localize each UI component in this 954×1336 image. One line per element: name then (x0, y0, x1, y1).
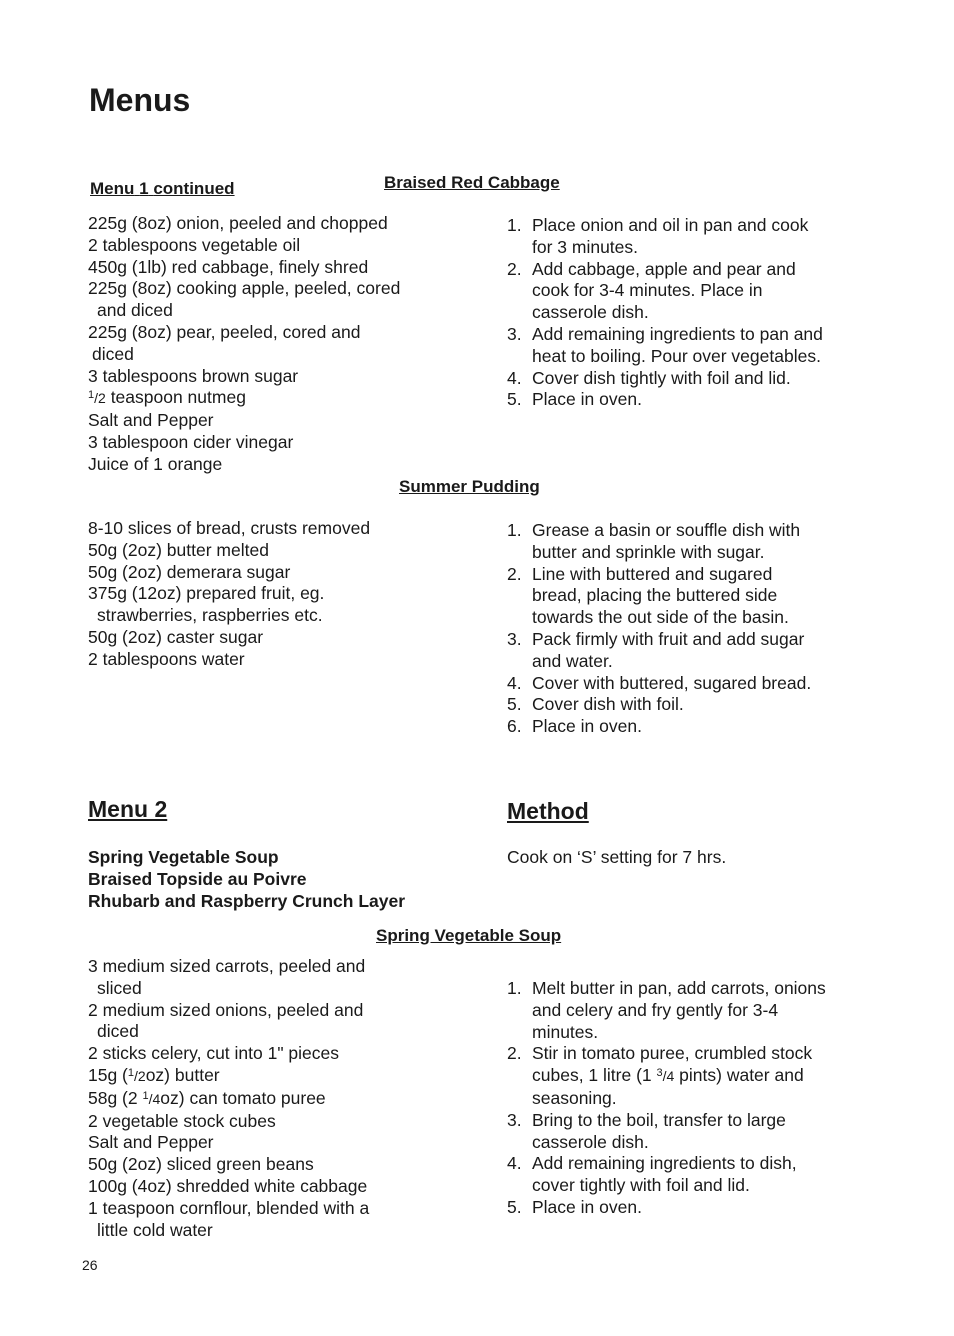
ingredient-line: 450g (1lb) red cabbage, finely shred (88, 256, 369, 277)
step-line: Place in oven. (532, 389, 642, 410)
ingredient-text: 58g (2 (88, 1087, 143, 1108)
step-number: 4. (507, 1153, 522, 1174)
ingredient-line: 50g (2oz) caster sugar (88, 626, 264, 647)
menu2-heading: Menu 2 (88, 796, 168, 822)
ingredient-line: 225g (8oz) pear, peeled, cored and (88, 321, 361, 342)
method-text: Cook on ‘S’ setting for 7 hrs. (507, 847, 727, 867)
ingredient-line: 225g (8oz) onion, peeled and chopped (88, 213, 388, 233)
ingredient-line: little cold water (97, 1219, 213, 1240)
step-line: butter and sprinkle with sugar. (532, 541, 765, 562)
summer-pudding-heading: Summer Pudding (399, 477, 540, 496)
fraction-numerator: 3 (656, 1067, 663, 1080)
step-item (507, 716, 857, 738)
step-number: 1. (507, 978, 522, 998)
step-line: and celery and fry gently for 3-4 (532, 999, 779, 1020)
step-number: 4. (507, 672, 522, 693)
step-number: 5. (507, 389, 522, 410)
ingredient-line: 2 tablespoons water (88, 648, 245, 669)
step-number: 3. (507, 628, 522, 649)
summer-steps-list (507, 520, 857, 738)
step-item (507, 1197, 857, 1219)
step-line: Add remaining ingredients to dish, (532, 1153, 797, 1174)
step-line: Bring to the boil, transfer to large (532, 1109, 786, 1130)
menu2-dishes-list (88, 847, 405, 912)
step-number: 3. (507, 1109, 522, 1130)
step-line: casserole dish. (532, 1131, 649, 1152)
spring-ingredients-list (88, 956, 428, 1241)
ingredient-line (88, 387, 428, 410)
step-line: Add remaining ingredients to pan and (532, 323, 823, 344)
ingredient-line: 225g (8oz) cooking apple, peeled, cored (88, 278, 401, 299)
dish-line: Rhubarb and Raspberry Crunch Layer (88, 890, 406, 911)
ingredient-line: 3 tablespoons brown sugar (88, 365, 299, 386)
ingredient-line: 3 tablespoon cider vinegar (88, 431, 294, 452)
fraction-denominator: /2 (134, 1067, 146, 1084)
braised-ingredients-list (88, 213, 428, 476)
step-number: 2. (507, 258, 522, 279)
step-line: bread, placing the buttered side (532, 585, 778, 606)
step-line: Place onion and oil in pan and cook (532, 215, 809, 235)
step-number: 5. (507, 1196, 522, 1217)
spring-vegetable-soup-heading: Spring Vegetable Soup (376, 926, 562, 945)
step-item (507, 1043, 857, 1109)
step-line: Cover dish tightly with foil and lid. (532, 367, 791, 388)
step-line: seasoning. (532, 1087, 617, 1108)
ingredient-line: sliced (97, 977, 142, 998)
ingredient-text: 15g ( (88, 1064, 128, 1085)
method-heading: Method (507, 798, 589, 824)
step-line: casserole dish. (532, 302, 649, 323)
step-line: Cover with buttered, sugared bread. (532, 672, 812, 693)
ingredient-line: 2 sticks celery, cut into 1" pieces (88, 1043, 339, 1064)
step-line: for 3 minutes. (532, 236, 639, 257)
ingredient-text: oz) butter (145, 1064, 220, 1085)
step-item (507, 1110, 857, 1154)
menu1-continued-label: continued (153, 179, 235, 198)
fraction-numerator: 1 (127, 1066, 135, 1079)
page-number: 26 (82, 1257, 98, 1273)
step-line: Stir in tomato puree, crumbled stock (532, 1043, 813, 1064)
ingredient-line: 375g (12oz) prepared fruit, eg. (88, 583, 325, 604)
braised-red-cabbage-heading: Braised Red Cabbage (384, 173, 560, 192)
ingredient-line: 2 vegetable stock cubes (88, 1110, 276, 1131)
fraction-denominator: /4 (662, 1068, 675, 1085)
ingredient-line: 100g (4oz) shredded white cabbage (88, 1175, 368, 1196)
step-line: Melt butter in pan, add carrots, onions (532, 978, 826, 998)
ingredient-line: strawberries, raspberries etc. (97, 605, 323, 626)
step-line: towards the out side of the basin. (532, 607, 789, 628)
step-line: Line with buttered and sugared (532, 563, 773, 584)
step-line: Pack firmly with fruit and add sugar (532, 628, 805, 649)
step-line: Add cabbage, apple and pear and (532, 258, 796, 279)
ingredient-line: diced (97, 1021, 139, 1042)
step-number: 6. (507, 716, 522, 737)
step-item (507, 259, 857, 324)
menu1-continued-heading (90, 179, 235, 199)
menu1-label: Menu (90, 179, 135, 198)
step-item (507, 215, 857, 259)
step-line: cover tightly with foil and lid. (532, 1175, 750, 1196)
step-text: cubes, 1 litre (1 (532, 1065, 657, 1086)
step-number: 1. (507, 520, 522, 540)
step-number: 5. (507, 694, 522, 715)
step-item (507, 389, 857, 411)
fraction-denominator: /2 (94, 390, 106, 407)
ingredient-line: Salt and Pepper (88, 1132, 214, 1153)
ingredient-line: 1 teaspoon cornflour, blended with a (88, 1197, 370, 1218)
step-item (507, 368, 857, 390)
fraction-numerator: 1 (88, 389, 95, 402)
step-item (507, 978, 857, 1043)
step-number: 1. (507, 215, 522, 235)
fraction-denominator: /4 (148, 1090, 161, 1107)
step-line (532, 1065, 857, 1088)
ingredient-line: diced (92, 343, 134, 364)
dish-line: Braised Topside au Poivre (88, 868, 307, 889)
ingredient-line: 3 medium sized carrots, peeled and (88, 956, 366, 976)
ingredient-line: Salt and Pepper (88, 410, 214, 431)
step-item (507, 694, 857, 716)
step-line: Place in oven. (532, 716, 642, 737)
ingredient-line: 8-10 slices of bread, crusts removed (88, 518, 371, 538)
fraction-numerator: 1 (142, 1089, 149, 1102)
step-item (507, 629, 857, 673)
ingredient-line (88, 1065, 428, 1088)
page-title: Menus (89, 82, 191, 118)
braised-steps-list (507, 215, 857, 411)
spring-steps-list (507, 978, 857, 1219)
step-item (507, 673, 857, 695)
step-item (507, 564, 857, 629)
dish-line: Spring Vegetable Soup (88, 847, 279, 867)
ingredient-line: 50g (2oz) butter melted (88, 539, 269, 560)
ingredient-line: and diced (97, 300, 173, 321)
summer-ingredients-list (88, 518, 428, 671)
ingredient-line: 50g (2oz) demerara sugar (88, 561, 291, 582)
step-text: pints) water and (674, 1065, 804, 1086)
step-line: and water. (532, 650, 613, 671)
step-item (507, 1153, 857, 1197)
ingredient-line: 50g (2oz) sliced green beans (88, 1154, 314, 1175)
step-line: cook for 3-4 minutes. Place in (532, 280, 763, 301)
ingredient-text: teaspoon nutmeg (110, 387, 246, 408)
menu1-number: 1 (139, 179, 149, 198)
step-line: heat to boiling. Pour over vegetables. (532, 345, 821, 366)
ingredient-line (88, 1088, 428, 1111)
step-line: Grease a basin or souffle dish with (532, 520, 801, 540)
step-number: 4. (507, 367, 522, 388)
step-line: Cover dish with foil. (532, 694, 684, 715)
step-number: 2. (507, 563, 522, 584)
ingredient-line: Juice of 1 orange (88, 453, 223, 474)
ingredient-line: 2 tablespoons vegetable oil (88, 234, 301, 255)
step-line: minutes. (532, 1021, 599, 1042)
step-line: Place in oven. (532, 1196, 642, 1217)
step-number: 2. (507, 1043, 522, 1064)
ingredient-text: oz) can tomato puree (160, 1087, 326, 1108)
step-number: 3. (507, 323, 522, 344)
ingredient-line: 2 medium sized onions, peeled and (88, 999, 364, 1020)
step-item (507, 324, 857, 368)
step-item (507, 520, 857, 564)
